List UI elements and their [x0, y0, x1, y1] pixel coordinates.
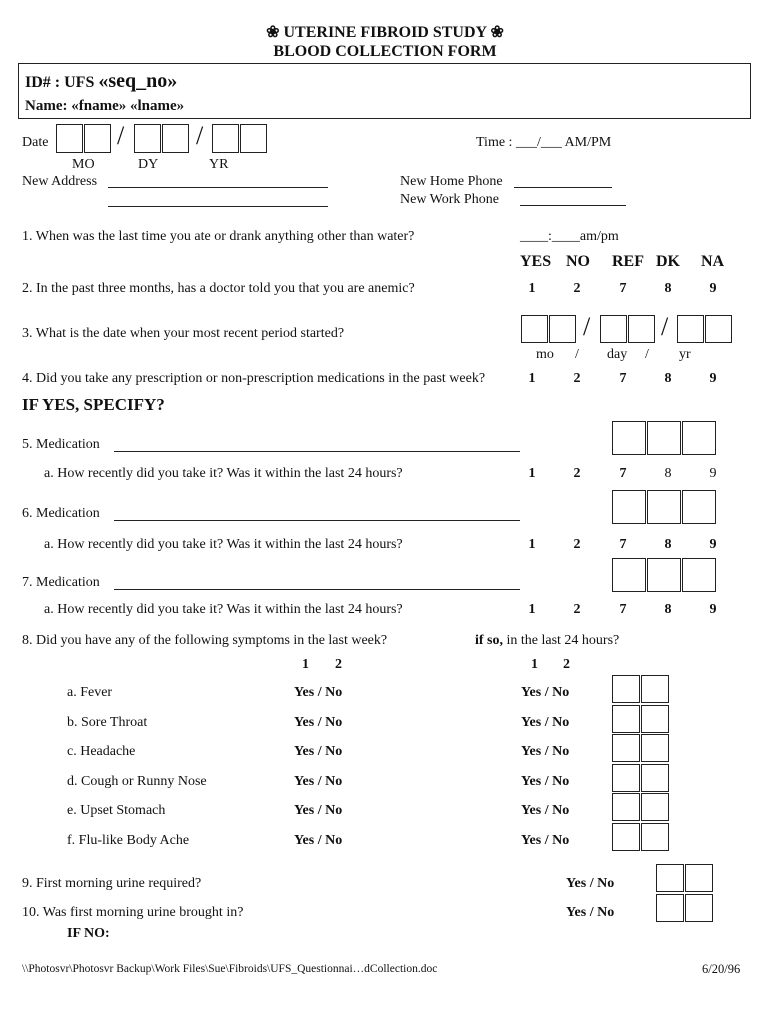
question-10: 10. Was first morning urine brought in? [22, 905, 244, 920]
date-year-box-1[interactable] [212, 124, 239, 153]
q9-yes-no[interactable]: Yes / No [566, 876, 615, 891]
q5a-code-8[interactable]: 8 [664, 466, 672, 481]
q7-code-box-1[interactable] [612, 558, 646, 592]
q5-code-box-1[interactable] [612, 421, 646, 455]
q6a-code-2[interactable]: 2 [573, 537, 581, 552]
q2-code-2[interactable]: 2 [573, 281, 581, 296]
symptom-code-box-2[interactable] [641, 764, 669, 792]
q10-box-1[interactable] [656, 894, 684, 922]
id-label: ID# : UFS [25, 74, 95, 91]
symptom-week-yes-no[interactable]: Yes / No [294, 715, 343, 730]
new-work-phone-label: New Work Phone [400, 192, 499, 207]
symptom-code-box-1[interactable] [612, 793, 640, 821]
new-home-phone-label: New Home Phone [400, 174, 503, 189]
q10-yes-no[interactable]: Yes / No [566, 905, 615, 920]
new-work-phone-line[interactable] [520, 205, 626, 206]
q4-code-1[interactable]: 1 [528, 371, 536, 386]
q6-code-box-2[interactable] [647, 490, 681, 524]
q6-code-box-3[interactable] [682, 490, 716, 524]
form-subtitle: BLOOD COLLECTION FORM [273, 43, 497, 60]
question-2: 2. In the past three months, has a doctor told you that you are anemic? [22, 281, 415, 296]
name-value[interactable]: «fname» «lname» [71, 98, 185, 114]
symptom-code-box-1[interactable] [612, 734, 640, 762]
code-dk-header: DK [656, 253, 680, 270]
question-3: 3. What is the date when your most recent period started? [22, 326, 345, 341]
q7a-code-7[interactable]: 7 [619, 602, 627, 617]
if-no-label: IF NO: [67, 926, 110, 941]
footer-file-path: \\Photosvr\Photosvr Backup\Work Files\Sue\Fibroids\UFS_Questionnai…dCollection.doc [22, 963, 438, 975]
id-line [25, 70, 177, 93]
q3-sep-1: / [575, 347, 579, 362]
code-na-header: NA [701, 253, 725, 270]
question-7: 7. Medication [22, 575, 100, 590]
symptom-week-yes-no[interactable]: Yes / No [294, 744, 343, 759]
q5-code-box-2[interactable] [647, 421, 681, 455]
symptom-code-box-2[interactable] [641, 705, 669, 733]
symptom-code-box-2[interactable] [641, 823, 669, 851]
yr-label: YR [209, 157, 229, 172]
symptom-code-box-1[interactable] [612, 705, 640, 733]
new-home-phone-line[interactable] [514, 187, 612, 188]
symptom-code-box-1[interactable] [612, 823, 640, 851]
time-field[interactable]: Time : ___/___ AM/PM [476, 135, 612, 150]
symptom-label: b. Sore Throat [67, 715, 148, 730]
symptom-label: a. Fever [67, 685, 113, 700]
question-6a: a. How recently did you take it? Was it within the last 24 hours? [44, 537, 403, 552]
code-no-header: NO [566, 253, 590, 270]
form-title [0, 22, 770, 42]
date-slash-1: / [117, 121, 125, 150]
date-day-box-1[interactable] [134, 124, 161, 153]
q7a-code-1[interactable]: 1 [528, 602, 536, 617]
q3-month-box-2[interactable] [549, 315, 576, 343]
symptom-24h-yes-no[interactable]: Yes / No [521, 833, 570, 848]
date-slash-2: / [196, 121, 204, 150]
q3-sep-2: / [645, 347, 649, 362]
symptom-code-box-2[interactable] [641, 734, 669, 762]
q3-mo-label: mo [536, 347, 554, 362]
question-5: 5. Medication [22, 437, 100, 452]
footer-date: 6/20/96 [702, 962, 741, 976]
q8-col-1-week: 1 [302, 657, 309, 672]
q3-year-box-1[interactable] [677, 315, 704, 343]
q6a-code-9[interactable]: 9 [709, 537, 717, 552]
q2-code-9[interactable]: 9 [709, 281, 717, 296]
date-month-box-1[interactable] [56, 124, 83, 153]
symptom-code-box-1[interactable] [612, 764, 640, 792]
q5-medication-line[interactable] [114, 451, 520, 452]
symptom-label: d. Cough or Runny Nose [67, 774, 207, 789]
flower-ornament-icon: ❀ [266, 24, 280, 41]
symptom-24h-yes-no[interactable]: Yes / No [521, 803, 570, 818]
q4-code-2[interactable]: 2 [573, 371, 581, 386]
title-text: UTERINE FIBROID STUDY [283, 24, 487, 41]
new-address-line-2[interactable] [108, 206, 328, 207]
q6-code-box-1[interactable] [612, 490, 646, 524]
q2-code-7[interactable]: 7 [619, 281, 627, 296]
dy-label: DY [138, 157, 159, 172]
q4-code-9[interactable]: 9 [709, 371, 717, 386]
q7a-code-9[interactable]: 9 [709, 602, 717, 617]
q2-code-1[interactable]: 1 [528, 281, 536, 296]
symptom-24h-yes-no[interactable]: Yes / No [521, 744, 570, 759]
symptom-24h-yes-no[interactable]: Yes / No [521, 774, 570, 789]
code-ref-header: REF [612, 253, 644, 270]
question-1: 1. When was the last time you ate or drank anything other than water? [22, 229, 415, 244]
symptom-label: c. Headache [67, 744, 136, 759]
q9-box-1[interactable] [656, 864, 684, 892]
q5-code-box-3[interactable] [682, 421, 716, 455]
q6-medication-line[interactable] [114, 520, 520, 521]
date-day-box-2[interactable] [162, 124, 189, 153]
symptom-label: e. Upset Stomach [67, 803, 166, 818]
name-line [25, 98, 184, 115]
q6a-code-7[interactable]: 7 [619, 537, 627, 552]
question-8-if-so [475, 633, 619, 649]
q8-col-2-24h: 2 [563, 657, 570, 672]
mo-label: MO [72, 157, 95, 172]
date-year-box-2[interactable] [240, 124, 267, 153]
code-yes-header: YES [520, 253, 552, 270]
id-block [18, 63, 751, 119]
question-5a: a. How recently did you take it? Was it within the last 24 hours? [44, 466, 403, 481]
q3-year-box-2[interactable] [705, 315, 732, 343]
symptom-code-box-1[interactable] [612, 675, 640, 703]
q4-code-7[interactable]: 7 [619, 371, 627, 386]
symptom-code-box-2[interactable] [641, 675, 669, 703]
question-7a: a. How recently did you take it? Was it within the last 24 hours? [44, 602, 403, 617]
q2-code-8[interactable]: 8 [664, 281, 672, 296]
id-value[interactable]: «seq_no» [98, 70, 178, 92]
q10-box-2[interactable] [685, 894, 713, 922]
q4-code-8[interactable]: 8 [664, 371, 672, 386]
q5a-code-2[interactable]: 2 [573, 466, 581, 481]
symptom-24h-yes-no[interactable]: Yes / No [521, 685, 570, 700]
symptom-week-yes-no[interactable]: Yes / No [294, 774, 343, 789]
q5a-code-1[interactable]: 1 [528, 466, 536, 481]
symptom-code-box-2[interactable] [641, 793, 669, 821]
q5a-code-7[interactable]: 7 [619, 466, 627, 481]
q3-day-label: day [607, 347, 628, 362]
question-1-answer[interactable]: ____:____am/pm [520, 229, 619, 244]
question-6: 6. Medication [22, 506, 100, 521]
symptom-week-yes-no[interactable]: Yes / No [294, 803, 343, 818]
q9-box-2[interactable] [685, 864, 713, 892]
if-yes-specify: IF YES, SPECIFY? [22, 395, 165, 414]
new-address-label: New Address [22, 174, 98, 189]
q8-col-2-week: 2 [335, 657, 342, 672]
q3-day-box-1[interactable] [600, 315, 627, 343]
q3-month-box-1[interactable] [521, 315, 548, 343]
symptom-label: f. Flu-like Body Ache [67, 833, 190, 848]
symptom-week-yes-no[interactable]: Yes / No [294, 685, 343, 700]
q6a-code-8[interactable]: 8 [664, 537, 672, 552]
q7-medication-line[interactable] [114, 589, 520, 590]
q5a-code-9[interactable]: 9 [709, 466, 717, 481]
question-4: 4. Did you take any prescription or non-prescription medications in the past week? [22, 371, 486, 386]
q7-code-box-3[interactable] [682, 558, 716, 592]
name-label: Name: [25, 98, 68, 114]
q3-day-box-2[interactable] [628, 315, 655, 343]
q7-code-box-2[interactable] [647, 558, 681, 592]
question-9: 9. First morning urine required? [22, 876, 202, 891]
q3-slash-2: / [661, 312, 669, 341]
q3-yr-label: yr [679, 347, 691, 362]
question-8: 8. Did you have any of the following symptoms in the last week? [22, 633, 388, 648]
if-so-bold: if so, [475, 633, 503, 648]
q8-col-1-24h: 1 [531, 657, 538, 672]
new-address-line-1[interactable] [108, 187, 328, 188]
if-so-rest: in the last 24 hours? [503, 633, 620, 648]
date-month-box-2[interactable] [84, 124, 111, 153]
q6a-code-1[interactable]: 1 [528, 537, 536, 552]
q7a-code-2[interactable]: 2 [573, 602, 581, 617]
q7a-code-8[interactable]: 8 [664, 602, 672, 617]
flower-ornament-icon: ❀ [490, 24, 504, 41]
q3-slash-1: / [583, 312, 591, 341]
symptom-week-yes-no[interactable]: Yes / No [294, 833, 343, 848]
date-label: Date [22, 135, 49, 150]
symptom-24h-yes-no[interactable]: Yes / No [521, 715, 570, 730]
